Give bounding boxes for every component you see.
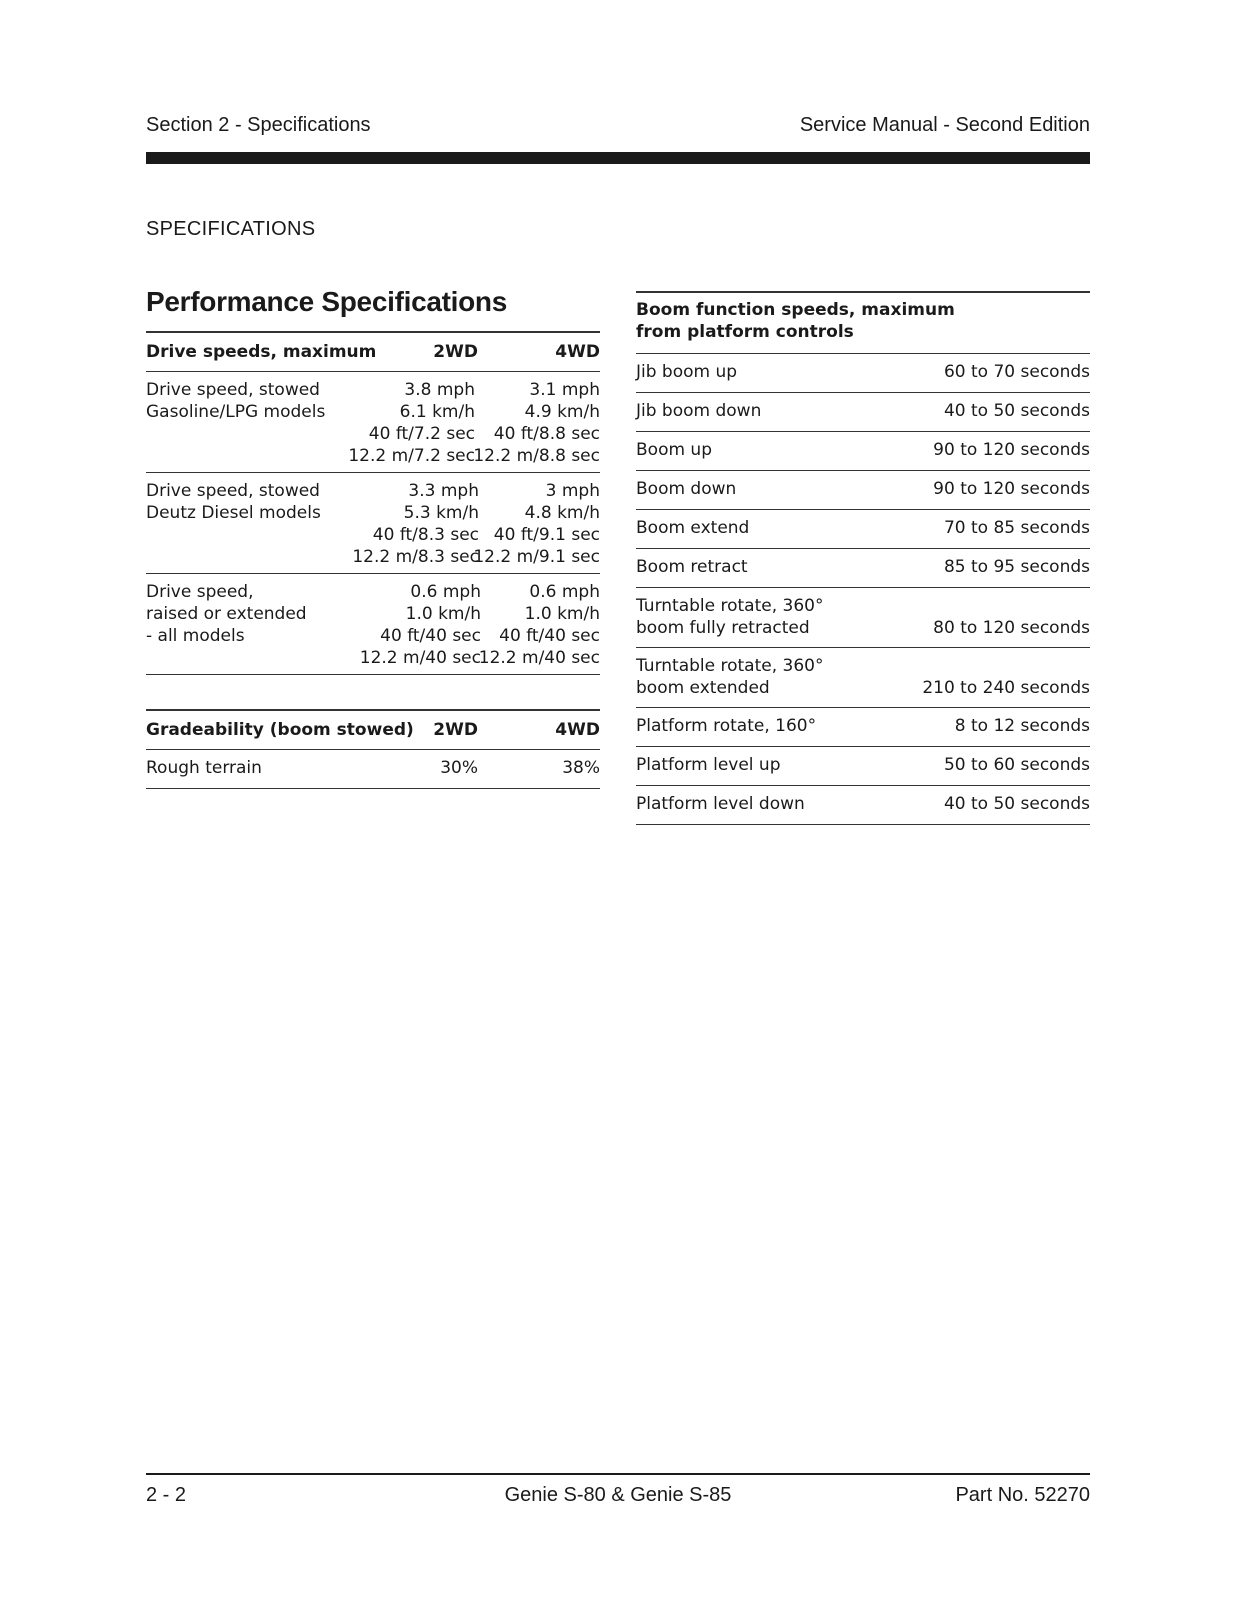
row-label: Rough terrain (146, 758, 262, 778)
table-row (146, 750, 600, 789)
header-section-title: Section 2 - Specifications (146, 114, 371, 136)
drive-header-4wd: 4WD (555, 342, 600, 362)
row-value: 60 to 70 seconds (943, 362, 1090, 382)
row-value: 40 to 50 seconds (943, 401, 1090, 421)
row-label: Drive speed, stowed Gasoline/LPG models (146, 380, 326, 422)
row-value-4wd: 3 mph 4.8 km/h 40 ft/9.1 sec 12.2 m/9.1 sec (473, 481, 600, 567)
row-label: Boom up (636, 440, 712, 460)
row-label: Drive speed, stowed Deutz Diesel models (146, 481, 321, 523)
row-value: 8 to 12 seconds (954, 716, 1090, 736)
table-row (636, 588, 1090, 648)
row-value: 210 to 240 seconds (922, 678, 1090, 698)
grade-header-2wd: 2WD (433, 720, 478, 740)
row-label: Platform level down (636, 794, 805, 814)
row-label: Platform level up (636, 755, 781, 775)
table-row (636, 393, 1090, 432)
row-label: Turntable rotate, 360° boom extended (636, 656, 824, 698)
section-label: SPECIFICATIONS (146, 218, 316, 240)
table-row (146, 372, 600, 473)
row-value-2wd: 30% (440, 758, 478, 778)
page-title: Performance Specifications (146, 286, 507, 317)
grade-table-header (146, 709, 600, 750)
footer-part-number: Part No. 52270 (955, 1484, 1090, 1506)
grade-header-label: Gradeability (boom stowed) (146, 720, 414, 740)
row-label: Boom extend (636, 518, 750, 538)
row-value: 85 to 95 seconds (943, 557, 1090, 577)
row-value: 90 to 120 seconds (933, 479, 1090, 499)
table-row (636, 432, 1090, 471)
header-rule (146, 152, 1090, 164)
row-value-2wd: 0.6 mph 1.0 km/h 40 ft/40 sec 12.2 m/40 sec (359, 582, 481, 668)
gradeability-table (146, 709, 600, 789)
table-row (636, 786, 1090, 825)
drive-header-label: Drive speeds, maximum (146, 342, 377, 362)
row-value: 80 to 120 seconds (933, 618, 1090, 638)
table-row (636, 648, 1090, 708)
row-label: Platform rotate, 160° (636, 716, 817, 736)
row-value: 50 to 60 seconds (943, 755, 1090, 775)
footer-product: Genie S-80 & Genie S-85 (504, 1484, 732, 1506)
row-label: Jib boom down (636, 401, 762, 421)
page-number: 2 - 2 (146, 1484, 187, 1506)
table-row (636, 747, 1090, 786)
boom-speeds-table (636, 291, 1090, 825)
row-label: Jib boom up (636, 362, 738, 382)
grade-header-4wd: 4WD (555, 720, 600, 740)
row-value: 40 to 50 seconds (943, 794, 1090, 814)
drive-speeds-table (146, 331, 600, 675)
row-label: Boom down (636, 479, 737, 499)
drive-header-2wd: 2WD (433, 342, 478, 362)
table-row (636, 549, 1090, 588)
row-value: 70 to 85 seconds (943, 518, 1090, 538)
row-value-4wd: 3.1 mph 4.9 km/h 40 ft/8.8 sec 12.2 m/8.8 sec (473, 380, 600, 466)
row-label: Turntable rotate, 360° boom fully retracted (636, 596, 824, 638)
table-row (146, 473, 600, 574)
row-value-2wd: 3.8 mph 6.1 km/h 40 ft/7.2 sec 12.2 m/7.2 sec (348, 380, 475, 466)
header-manual-title: Service Manual - Second Edition (799, 114, 1090, 136)
row-value: 90 to 120 seconds (933, 440, 1090, 460)
boom-table-header (636, 291, 1090, 354)
row-label: Drive speed, raised or extended - all models (146, 582, 307, 646)
boom-header-label: Boom function speeds, maximum from platform controls (636, 300, 955, 342)
row-value-4wd: 0.6 mph 1.0 km/h 40 ft/40 sec 12.2 m/40 sec (478, 582, 600, 668)
row-value-2wd: 3.3 mph 5.3 km/h 40 ft/8.3 sec 12.2 m/8.3 sec (352, 481, 479, 567)
drive-table-header (146, 331, 600, 372)
footer-rule (146, 1473, 1090, 1475)
table-row (636, 471, 1090, 510)
table-row (636, 510, 1090, 549)
row-value-4wd: 38% (562, 758, 600, 778)
table-row (146, 574, 600, 675)
table-row (636, 708, 1090, 747)
row-label: Boom retract (636, 557, 748, 577)
table-row (636, 354, 1090, 393)
